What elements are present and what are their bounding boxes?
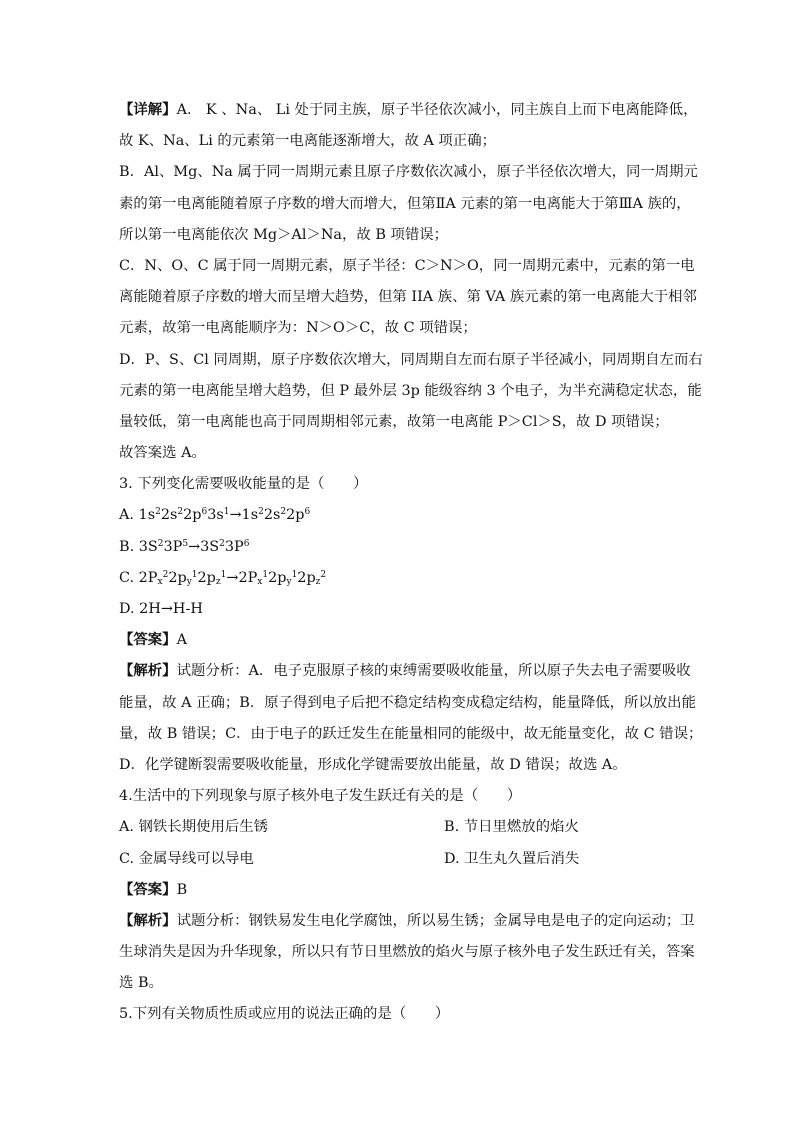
question-3-option-c: C. $2P_x^22p_y^12p_z^1\to 2P_x^12p_y^12p_z^2$: [119, 569, 327, 587]
question-4-options-row-2: [119, 849, 679, 869]
question-3-analysis-line-1: 【解析】试题分析：A．电子克服原子核的束缚需要吸收能量，所以原子失去电子需要吸收: [119, 662, 691, 680]
question-3-answer: 【答案】A: [119, 631, 187, 649]
detail-line-8: 元素，故第一电离能顺序为：N＞O＞C，故 C 项错误；: [119, 320, 477, 337]
detail-line-7: 离能随着原子序数的增大而呈增大趋势，但第 IIA 族、第 VA 族元素的第一电离能大于相邻: [119, 289, 697, 306]
question-4-stem: 4.生活中的下列现象与原子核外电子发生跃迁有关的是（ ）: [119, 788, 522, 805]
question-4-answer: 【答案】B: [119, 880, 188, 898]
detail-line-4: 素的第一电离能随着原子序数的增大而增大，但第ⅡA 元素的第一电离能大于第ⅢA 族的，: [119, 195, 691, 212]
question-3-option-d: D. 2H→H-H: [119, 601, 203, 617]
question-4-analysis-line-2: 生球消失是因为升华现象，所以只有节日里燃放的焰火与原子核外电子发生跃迁有关，答案: [119, 944, 695, 961]
detail-line-10: 元素的第一电离能呈增大趋势，但 P 最外层 3p 能级容纳 3 个电子，为半充满稳定状态，能: [119, 382, 702, 399]
detail-line-1: 【详解】A． K 、Na、 Li 处于同主族，原子半径依次减小，同主族自上而下电离能降低，: [119, 101, 698, 118]
question-3-analysis-line-2: 能量，故 A 正确；B．原子得到电子后把不稳定结构变成稳定结构，能量降低，所以放出能: [119, 694, 696, 711]
question-3-analysis-line-4: D．化学键断裂需要吸收能量，形成化学键需要放出能量，故 D 错误；故选 A。: [119, 756, 627, 773]
question-4-options-row-1: [119, 817, 679, 837]
question-4-option-a: A. 钢铁长期使用后生锈: [119, 819, 269, 836]
question-3-option-a: A. $1s^22s^22p^63s^1\to 1s^22s^22p^6$: [119, 507, 311, 524]
question-3-stem: 3. 下列变化需要吸收能量的是（ ）: [119, 476, 368, 493]
document-page: [119, 100, 703, 1036]
detail-line-12: 故答案选 A。: [119, 445, 206, 462]
question-3-analysis-line-3: 量，故 B 错误；C．由于电子的跃迁发生在能量相同的能级中，故无能量变化，故 C 错误；: [119, 725, 703, 742]
detail-line-6: C．N、O、C 属于同一周期元素，原子半径：C＞N＞O，同一周期元素中，元素的第一电: [119, 257, 695, 274]
detail-line-9: D．P、S、Cl 同周期，原子序数依次增大，同周期自左而右原子半径减小，同周期自左而右: [119, 351, 703, 368]
detail-line-2: 故 K、Na、Li 的元素第一电离能逐渐增大，故 A 项正确；: [119, 133, 496, 150]
question-3-option-b: B. $3S^23P^5\to 3S^23P^6$: [119, 538, 250, 555]
question-4-analysis-line-1: 【解析】试题分析：钢铁易发生电化学腐蚀，所以易生锈；金属导电是电子的定向运动；卫: [119, 911, 695, 929]
question-4-option-b: B. 节日里燃放的焰火: [444, 819, 579, 836]
question-4-analysis-line-3: 选 B。: [119, 975, 163, 992]
detail-line-5: 所以第一电离能依次 Mg＞Al＞Na，故 B 项错误；: [119, 226, 449, 243]
detail-line-3: B．Al、Mg、Na 属于同一周期元素且原子序数依次减小，原子半径依次增大，同一周期元: [119, 164, 698, 181]
question-5-stem: 5.下列有关物质性质或应用的说法正确的是（ ）: [119, 1006, 450, 1023]
question-4-option-d: D. 卫生丸久置后消失: [444, 850, 580, 867]
question-4-option-c: C. 金属导线可以导电: [119, 850, 254, 867]
detail-line-11: 量较低，第一电离能也高于同周期相邻元素，故第一电离能 P＞Cl＞S，故 D 项错误；: [119, 413, 669, 430]
detail-tag: 【详解】: [119, 101, 177, 118]
